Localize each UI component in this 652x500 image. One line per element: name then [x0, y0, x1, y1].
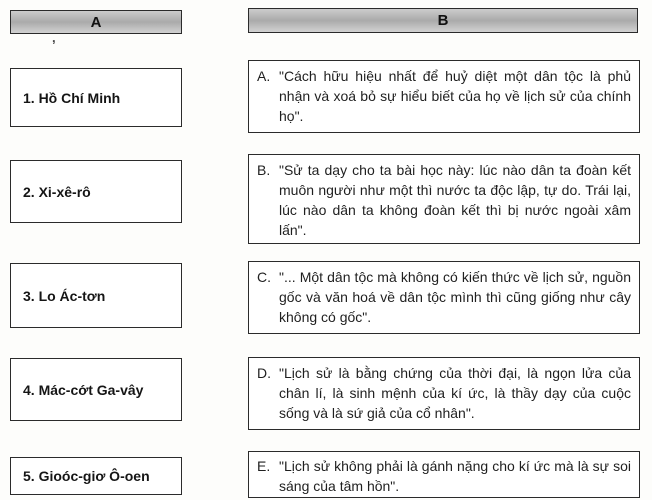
column-a-header-label: A	[90, 13, 102, 31]
quote-item-c	[248, 261, 640, 334]
column-b-header-label: B	[437, 12, 449, 29]
person-item-4	[10, 358, 182, 421]
quote-text: "Lịch sử là bằng chứng của thời đại, là ngọn lửa của chân lí, là sinh mệnh của kí ức, là thầy dạy của cuộc sống và là sứ giả của cổ nhân".	[279, 365, 631, 421]
quote-prefix: E.	[257, 458, 271, 474]
quote-text: "Cách hữu hiệu nhất để huỷ diệt một dân tộc là phủ nhận và xoá bỏ sự hiểu biết của họ về lịch sử của chính họ".	[279, 68, 631, 124]
quote-item-e	[248, 451, 640, 498]
person-label: 1. Hồ Chí Minh	[23, 89, 121, 106]
column-a-header	[10, 10, 182, 34]
quote-prefix: B.	[257, 162, 271, 178]
column-b-header	[248, 8, 638, 33]
person-label: 4. Mác-cớt Ga-vây	[23, 381, 144, 398]
quote-prefix: A.	[257, 68, 271, 84]
person-label: 5. Gioóc-giơ Ô-oen	[23, 468, 150, 484]
scan-artifact-mark: ,	[52, 30, 56, 45]
quote-text: "Sử ta dạy cho ta bài học này: lúc nào dân ta đoàn kết muôn người như một thì nước ta độc lập, tự do. Trái lại, lúc nào dân ta không đoàn kết thì bị nước ngoài xâm lấn".	[279, 162, 631, 238]
quote-prefix: C.	[257, 269, 271, 285]
person-label: 2. Xi-xê-rô	[23, 183, 91, 200]
quote-text: "Lịch sử không phải là gánh nặng cho kí ức mà là sự soi sáng của tâm hồn".	[279, 458, 631, 494]
quote-item-d	[248, 357, 640, 430]
person-item-3	[10, 263, 182, 328]
quote-prefix: D.	[257, 365, 271, 381]
person-item-2	[10, 160, 182, 223]
person-label: 3. Lo Ác-tơn	[23, 287, 106, 304]
person-item-5	[10, 457, 182, 495]
quote-item-b	[248, 154, 640, 244]
quote-item-a	[248, 60, 640, 133]
quote-text: "... Một dân tộc mà không có kiến thức về lịch sử, nguồn gốc và văn hoá về dân tộc mình thì cũng giống như cây không có gốc".	[279, 269, 631, 325]
person-item-1	[10, 68, 182, 127]
